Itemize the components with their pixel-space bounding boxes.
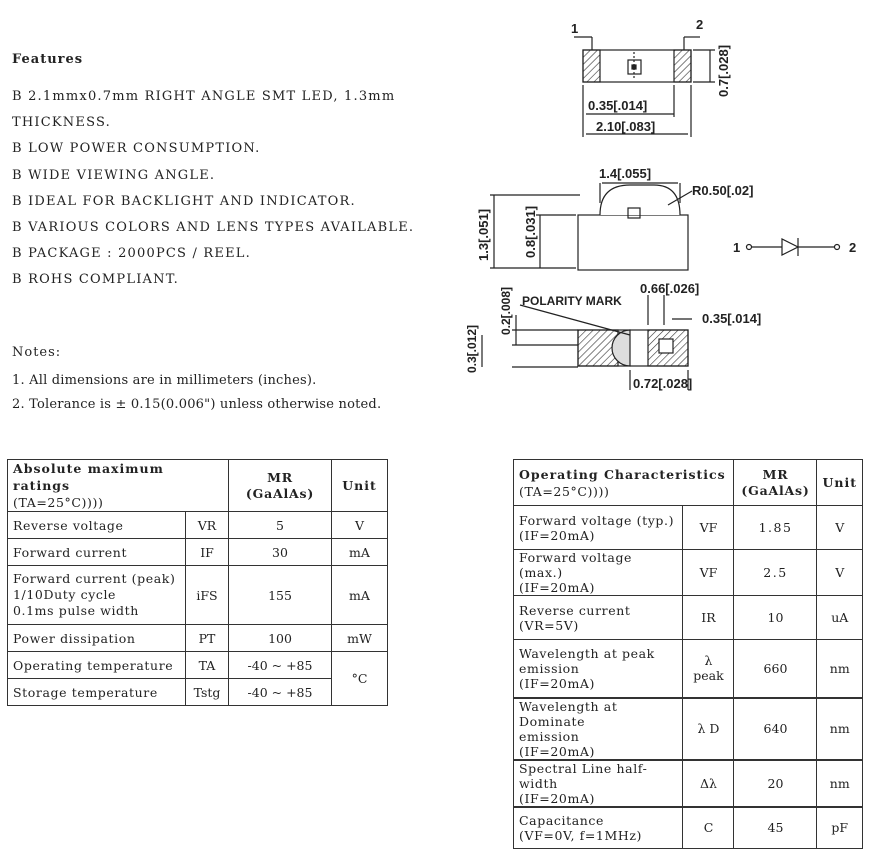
table-row: Power dissipation PT 100 mW — [8, 625, 388, 652]
operating-characteristics-table — [513, 459, 863, 849]
pin2-label: 2 — [696, 17, 704, 32]
features-list — [12, 84, 422, 294]
table-row: Spectral Line half-width (IF=20mA) Δλ 20 nm — [514, 760, 863, 807]
feature-item: B ROHS COMPLIANT. — [12, 272, 179, 288]
notes-title: Notes: — [12, 345, 62, 360]
dim-label: 1.4[.055] — [599, 166, 652, 181]
table-header: MR (GaAlAs) — [229, 460, 332, 512]
notes-list — [12, 369, 381, 417]
diode-pin1: 1 — [733, 240, 741, 255]
table-row: Wavelength at peak emission (IF=20mA) λ peak 660 nm — [514, 640, 863, 698]
feature-item: B 2.1mmx0.7mm RIGHT ANGLE SMT LED, 1.3mm — [12, 89, 396, 104]
feature-item: B WIDE VIEWING ANGLE. — [12, 167, 216, 183]
table-header: Absolute maximum ratings (TA=25°C)))) — [8, 460, 229, 512]
feature-item: B IDEAL FOR BACKLIGHT AND INDICATOR. — [12, 193, 356, 209]
table-header: MR (GaAlAs) — [734, 460, 817, 506]
table-row: Reverse voltage VR 5 V — [8, 512, 388, 539]
table-row: Storage temperature Tstg -40 ~ +85 — [8, 679, 388, 706]
feature-item: B VARIOUS COLORS AND LENS TYPES AVAILABLE. — [12, 220, 415, 236]
dim-label: 0.72[.028] — [633, 376, 693, 391]
feature-item: B PACKAGE : 2000PCS / REEL. — [12, 246, 251, 262]
table-row: Operating temperature TA -40 ~ +85 °C — [8, 652, 388, 679]
table-header: Operating Characteristics (TA=25°C)))) — [514, 460, 734, 506]
dim-label: 0.8[.031] — [523, 205, 538, 258]
table-row: Forward voltage (typ.) (IF=20mA) VF 1.85 V — [514, 506, 863, 550]
absolute-max-ratings-table — [7, 459, 388, 706]
feature-item: THICKNESS. — [12, 115, 111, 131]
note-item: 2. Tolerance is ± 0.15(0.006") unless otherwise noted. — [12, 397, 382, 412]
dim-label: 0.7[.028] — [716, 44, 731, 97]
table-header: Unit — [817, 460, 863, 506]
dim-label: 0.35[.014] — [702, 311, 762, 326]
dim-label: 1.3[.051] — [476, 208, 491, 261]
features-title: Features — [12, 52, 84, 67]
dim-label: R0.50[.02] — [692, 183, 754, 198]
table-row: Forward voltage (max.) (IF=20mA) VF 2.5 V — [514, 550, 863, 596]
table-row: Forward current IF 30 mA — [8, 539, 388, 566]
note-item: 1. All dimensions are in millimeters (inches). — [12, 373, 317, 388]
table-row: Reverse current (VR=5V) IR 10 uA — [514, 596, 863, 640]
diode-pin2: 2 — [849, 240, 857, 255]
package-drawing — [430, 5, 870, 400]
dim-label: 0.35[.014] — [588, 98, 648, 113]
table-row: Capacitance (VF=0V, f=1MHz) C 45 pF — [514, 807, 863, 849]
table-header: Unit — [332, 460, 388, 512]
pin1-label: 1 — [571, 21, 579, 36]
feature-item: B LOW POWER CONSUMPTION. — [12, 141, 261, 157]
dim-label: 2.10[.083] — [596, 119, 656, 134]
dim-label: 0.66[.026] — [640, 281, 700, 296]
polarity-mark-label: POLARITY MARK — [522, 294, 622, 308]
table-row: Wavelength at Dominate emission (IF=20mA) λ D 640 nm — [514, 698, 863, 760]
dim-label: 0.3[.012] — [465, 324, 479, 373]
table-row: Forward current (peak) 1/10Duty cycle 0.1ms pulse width iFS 155 mA — [8, 566, 388, 625]
dim-label: 0.2[.008] — [499, 286, 513, 335]
